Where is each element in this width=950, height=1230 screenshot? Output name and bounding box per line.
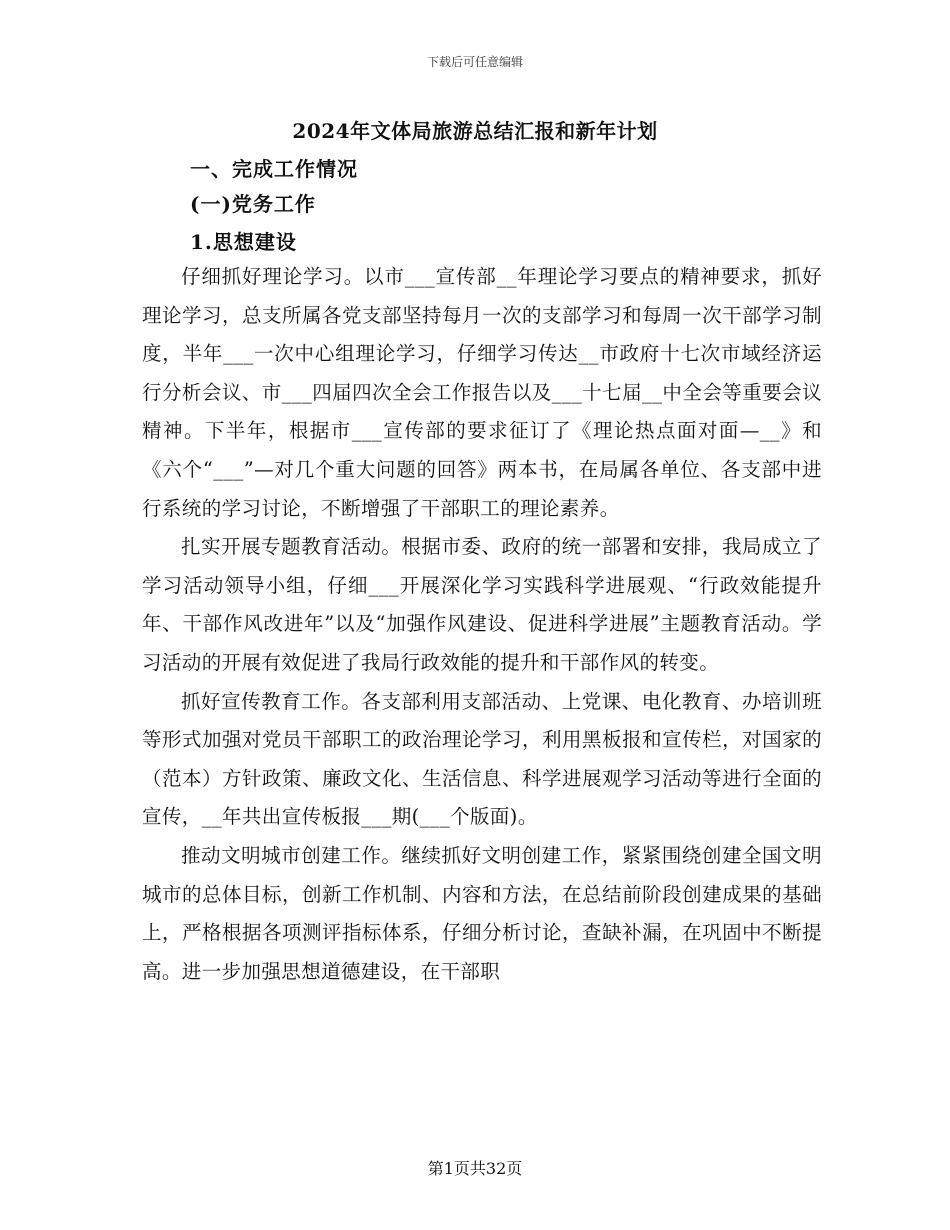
section-heading-1: 一、完成工作情况 — [190, 157, 358, 181]
paragraph-civilized-city: 推动文明城市创建工作。继续抓好文明创建工作，紧紧围绕创建全国文明城市的总体目标，创新工作机制、内容和方法，在总结前阶段创建成果的基础上，严格根据各项测评指标体系，仔细分析讨论，查缺补漏，在巩固中不断提高。进一步加强思想道德建设，在干部职 — [142, 843, 822, 983]
header-note: 下载后可任意编辑 — [426, 55, 523, 69]
paragraph-publicity-education: 抓好宣传教育工作。各支部利用支部活动、上党课、电化教育、办培训班等形式加强对党员干部职工的政治理论学习，利用黑板报和宣传栏，对国家的（范本）方针政策、廉政文化、生活信息、科学进展观学习活动等进行全面的宣传，__年共出宣传板报___期(___个版面)。 — [142, 689, 822, 829]
paragraph-theory-study: 仔细抓好理论学习。以市___宣传部__年理论学习要点的精神要求，抓好理论学习，总支所属各党支部坚持每月一次的支部学习和每周一次干部学习制度，半年___一次中心组理论学习，仔细学习传达__市政府十七次市域经济运行分析会议、市___四届四次全会工作报告以及___十七届__中全会等重要会议精神。下半年，根据市___宣传部的要求征订了《理论热点面对面—__》和《六个“___”—对几个重大问题的回答》两本书，在局属各单位、各支部中进行系统的学习讨论，不断增强了干部职工的理论素养。 — [142, 265, 822, 520]
paragraph-thematic-education: 扎实开展专题教育活动。根据市委、政府的统一部署和安排，我局成立了学习活动领导小组，仔细___开展深化学习实践科学进展观、“行政效能提升年、干部作风改进年”以及“加强作风建设、促进科学进展”主题教育活动。学习活动的开展有效促进了我局行政效能的提升和干部作风的转变。 — [142, 535, 822, 674]
document-body — [142, 258, 822, 991]
section-heading-3: 1.思想建设 — [190, 230, 297, 254]
page-footer: 第1页共32页 — [427, 1159, 523, 1178]
section-heading-2: (一)党务工作 — [190, 192, 316, 216]
document-title: 2024年文体局旅游总结汇报和新年计划 — [292, 119, 658, 143]
